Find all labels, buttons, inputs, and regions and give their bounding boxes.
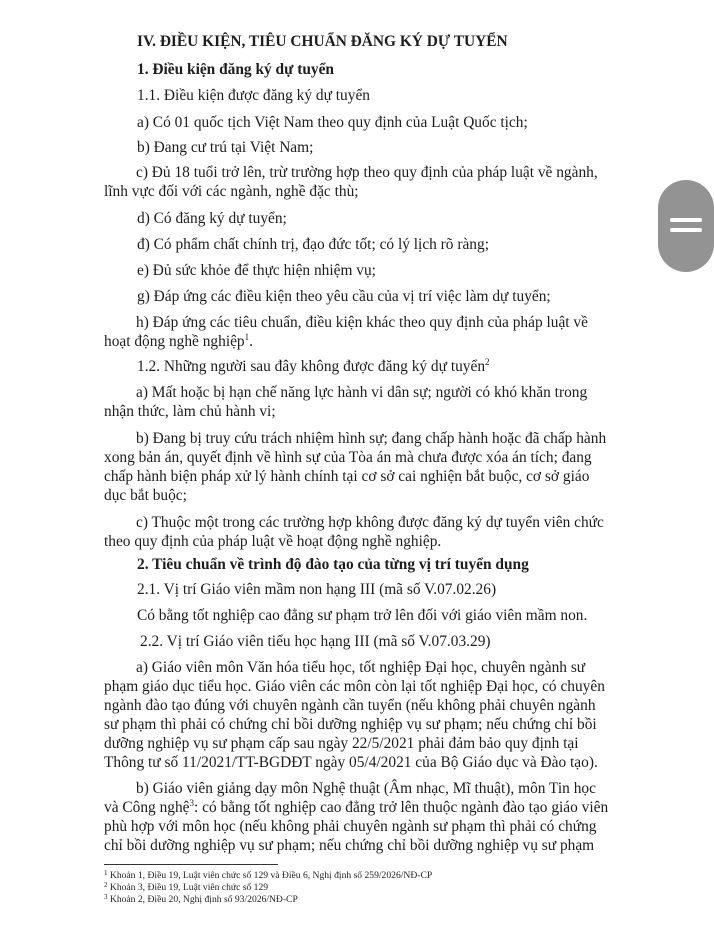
primary-a-line-3: ngành đào tạo đúng với chuyên ngành cần tuyển (nếu không phải chuyên ngành (104, 697, 596, 714)
exclusion-b-line-1: b) Đang bị truy cứu trách nhiệm hình sự; đang chấp hành hoặc đã chấp hành (136, 430, 607, 447)
condition-d: d) Có đăng ký dự tuyển; (137, 210, 287, 227)
condition-e: e) Đủ sức khỏe để thực hiện nhiệm vụ; (137, 262, 376, 279)
subsection-2-1-text: Có bằng tốt nghiệp cao đẳng sư phạm trở lên đối với giáo viên mầm non. (137, 607, 588, 624)
primary-b-line-2 (104, 799, 714, 817)
exclusion-b-line-2: xong bản án, quyết định về hình sự của Tòa án mà chưa được xóa án tích; đang (104, 449, 592, 466)
exclusion-b-line-4: dục bắt buộc; (104, 487, 187, 504)
primary-b-line-3: phù hợp với môn học (nếu không phải chuyên ngành sư phạm thì phải có chứng (104, 818, 597, 835)
subsection-1-1-title: 1.1. Điều kiện được đăng ký dự tuyển (137, 87, 370, 104)
footnote-3-text: Khoản 2, Điều 20, Nghị định số 93/2026/NĐ-CP (109, 894, 298, 905)
condition-g: g) Đáp ứng các điều kiện theo yêu cầu của vị trí việc làm dự tuyển; (137, 288, 551, 305)
subsection-2-1-title: 2.1. Vị trí Giáo viên mầm non hạng III (mã số V.07.02.26) (137, 581, 497, 598)
footnote-2 (104, 882, 268, 893)
footnote-ref-3: 3 (189, 798, 194, 808)
subsection-2-title: 2. Tiêu chuẩn về trình độ đào tạo của từng vị trí tuyển dụng (137, 556, 529, 573)
condition-dd: đ) Có phẩm chất chính trị, đạo đức tốt; có lý lịch rõ ràng; (137, 236, 489, 253)
condition-b: b) Đang cư trú tại Việt Nam; (137, 139, 314, 156)
exclusion-a-line-1: a) Mất hoặc bị hạn chế năng lực hành vi dân sự; người có khó khăn trong (136, 384, 588, 401)
footnote-2-text: Khoản 3, Điều 19, Luật viên chức số 129 (109, 882, 269, 893)
subsection-2-2-title: 2.2. Vị trí Giáo viên tiểu học hạng III (mã số V.07.03.29) (140, 633, 491, 650)
footnote-ref-2: 2 (485, 357, 490, 367)
exclusion-b-line-3: chấp hành biện pháp xử lý hành chính tại cơ sở cai nghiện bắt buộc, cơ sở giáo (104, 468, 590, 485)
primary-b-line-4: chỉ bồi dưỡng nghiệp vụ sư phạm; nếu chứng chỉ bồi dưỡng nghiệp vụ sư phạm (104, 837, 595, 854)
footnote-1 (104, 870, 432, 881)
primary-a-line-5: dưỡng nghiệp vụ sư phạm cấp sau ngày 22/5/2021 phải đảm bảo quy định tại (104, 735, 579, 752)
primary-a-line-6: Thông tư số 11/2021/TT-BGDĐT ngày 05/4/2021 của Bộ Giáo dục và Đào tạo). (104, 754, 598, 771)
footnote-3-number: 3 (104, 893, 108, 901)
exclusion-c-line-2: theo quy định của pháp luật về hoạt động nghề nghiệp. (104, 533, 442, 550)
condition-h-line-1: h) Đáp ứng các tiêu chuẩn, điều kiện khác theo quy định của pháp luật về (136, 314, 588, 331)
primary-b-text-rest: : có bằng tốt nghiệp cao đẳng trở lên thuộc ngành đào tạo giáo viên (194, 799, 609, 816)
condition-c-line-1: c) Đủ 18 tuổi trở lên, trừ trường hợp theo quy định của pháp luật về ngành, (136, 164, 598, 181)
condition-h-text: hoạt động nghề nghiệp (104, 333, 245, 350)
exclusion-a-line-2: nhận thức, làm chủ hành vi; (104, 403, 276, 420)
footnote-2-number: 2 (104, 881, 108, 889)
primary-a-line-2: phạm giáo dục tiểu học. Giáo viên các môn còn lại tốt nghiệp Đại học, có chuyên (104, 678, 605, 695)
primary-b-line-1: b) Giáo viên giảng dạy môn Nghệ thuật (Âm nhạc, Mĩ thuật), môn Tin học (136, 780, 596, 797)
subsection-1-2-title (137, 358, 714, 376)
scroll-handle[interactable] (658, 180, 714, 272)
subsection-1-2-text: 1.2. Những người sau đây không được đăng ký dự tuyển (137, 358, 486, 375)
condition-a: a) Có 01 quốc tịch Việt Nam theo quy định của Luật Quốc tịch; (137, 114, 528, 131)
section-heading: IV. ĐIỀU KIỆN, TIÊU CHUẨN ĐĂNG KÝ DỰ TUYỂN (137, 33, 508, 50)
footnote-ref-1: 1 (244, 332, 250, 342)
condition-h-line-2 (104, 333, 714, 351)
footnote-1-text: Khoản 1, Điều 19, Luật viên chức số 129 và Điều 6, Nghị định số 259/2026/NĐ-CP (109, 870, 433, 881)
footnote-3 (104, 894, 298, 905)
footnote-divider (104, 864, 278, 865)
primary-a-line-1: a) Giáo viên môn Văn hóa tiểu học, tốt nghiệp Đại học, chuyên ngành sư (136, 659, 586, 676)
exclusion-c-line-1: c) Thuộc một trong các trường hợp không được đăng ký dự tuyển viên chức (136, 514, 604, 531)
primary-a-line-4: sư phạm thì phải có chứng chỉ bồi dưỡng nghiệp vụ sư phạm; nếu chứng chỉ bồi (104, 716, 597, 733)
primary-b-text-start: và Công nghệ (104, 799, 190, 816)
subsection-1-title: 1. Điều kiện đăng ký dự tuyển (137, 61, 334, 78)
condition-c-line-2: lĩnh vực đối với các ngành, nghề đặc thù; (104, 183, 359, 200)
footnote-1-number: 1 (104, 869, 108, 877)
condition-h-end: . (249, 333, 253, 350)
